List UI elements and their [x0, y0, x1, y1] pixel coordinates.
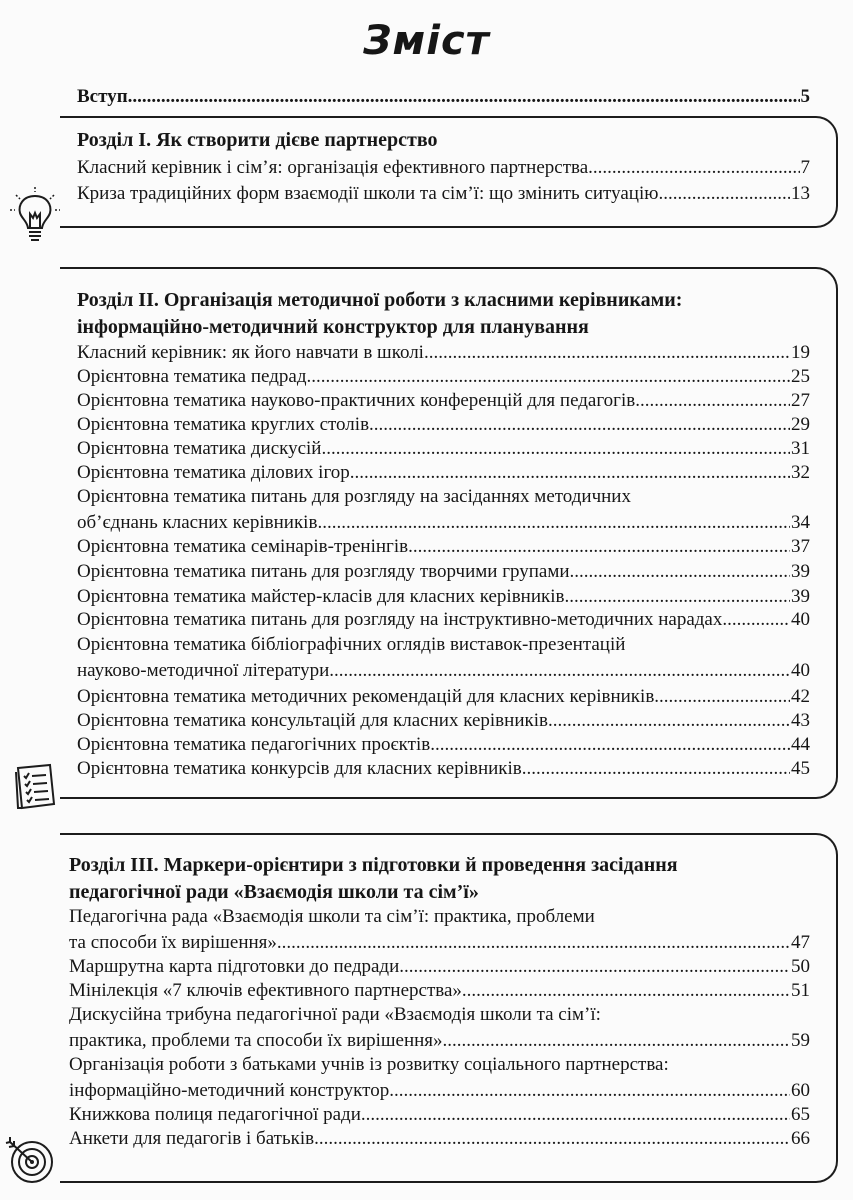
toc-entry[interactable]: Орієнтовна тематика дискусій ..... 31 — [77, 436, 810, 462]
toc-page-number: 60 — [791, 1080, 810, 1101]
toc-page-number: 66 — [791, 1128, 810, 1149]
toc-entry[interactable]: Дискусійна трибуна педагогічної ради «Взаємодія школи та сім’ї: практика, проблеми та способи їх вирішення» ..... 59 — [69, 1002, 810, 1054]
dot-leader — [408, 534, 790, 560]
toc-page-number: 40 — [791, 660, 810, 681]
toc-entry-label: Вступ — [77, 86, 128, 107]
toc-entry[interactable]: Анкети для педагогів і батьків ..... 66 — [69, 1126, 810, 1152]
dot-leader — [635, 388, 790, 414]
toc-entry[interactable]: Орієнтовна тематика майстер-класів для класних керівників ..... 39 — [77, 584, 810, 610]
toc-page-number: 47 — [791, 932, 810, 953]
dot-leader — [548, 708, 790, 734]
dot-leader — [389, 1078, 790, 1104]
toc-page-number: 42 — [791, 686, 810, 707]
toc-page-number: 32 — [791, 462, 810, 483]
dot-leader — [570, 559, 790, 585]
page-title: Зміст — [363, 18, 490, 64]
dot-leader — [588, 155, 799, 181]
dot-leader — [462, 978, 790, 1004]
toc-entry[interactable]: Книжкова полиця педагогічної ради ..... 65 — [69, 1102, 810, 1128]
dot-leader — [722, 607, 790, 633]
toc-page-number: 40 — [791, 609, 810, 630]
toc-page-number: 59 — [791, 1030, 810, 1051]
toc-entry[interactable]: Орієнтовна тематика методичних рекомендацій для класних керівників ..... 42 — [77, 684, 810, 710]
dot-leader — [399, 954, 790, 980]
toc-page-number: 27 — [791, 390, 810, 411]
dot-leader — [317, 510, 790, 536]
toc-entry-intro[interactable] — [77, 84, 810, 110]
toc-entry[interactable]: Класний керівник: як його навчати в школі ..... 19 — [77, 340, 810, 366]
dot-leader — [361, 1102, 790, 1128]
toc-entry[interactable]: Орієнтовна тематика питань для розгляду на засіданнях методичних об’єднань класних керівників ..... 34 — [77, 484, 810, 536]
toc-entry[interactable]: Орієнтовна тематика круглих столів ..... 29 — [77, 412, 810, 438]
toc-page-number: 13 — [791, 183, 810, 204]
toc-entry[interactable]: Орієнтовна тематика ділових ігор ..... 32 — [77, 460, 810, 486]
lightbulb-icon — [10, 186, 60, 248]
dot-leader — [658, 181, 790, 207]
toc-page-number: 51 — [791, 980, 810, 1001]
dot-leader — [314, 1126, 790, 1152]
toc-entry[interactable]: Орієнтовна тематика питань для розгляду творчими групами ..... 39 — [77, 559, 810, 585]
toc-page-number: 34 — [791, 512, 810, 533]
target-icon — [4, 1134, 56, 1186]
toc-entry[interactable]: Криза традиційних форм взаємодії школи та сім’ї: що змінить ситуацію ..... 13 — [77, 181, 810, 207]
toc-entry[interactable]: Орієнтовна тематика конкурсів для класних керівників ..... 45 — [77, 756, 810, 782]
toc-page-number: 19 — [791, 342, 810, 363]
dot-leader — [654, 684, 790, 710]
toc-entry[interactable]: Орієнтовна тематика педрад ..... 25 — [77, 364, 810, 390]
dot-leader — [443, 1028, 790, 1054]
toc-page-number: 65 — [791, 1104, 810, 1125]
dot-leader — [329, 658, 790, 684]
toc-page-number: 45 — [791, 758, 810, 779]
dot-leader — [350, 460, 790, 486]
toc-page-number: 31 — [791, 438, 810, 459]
toc-entry[interactable]: Маршрутна карта підготовки до педради ..... 50 — [69, 954, 810, 980]
toc-entry[interactable]: Мінілекція «7 ключів ефективного партнерства» ..... 51 — [69, 978, 810, 1004]
dot-leader — [277, 930, 790, 956]
section-1-heading: Розділ І. Як створити дієве партнерство — [77, 129, 438, 151]
toc-page-number: 29 — [791, 414, 810, 435]
checklist-icon — [12, 762, 58, 812]
toc-page-number: 7 — [800, 157, 810, 178]
dot-leader — [321, 436, 790, 462]
toc-page-number: 5 — [800, 86, 810, 107]
toc-page-number: 37 — [791, 536, 810, 557]
dot-leader — [424, 340, 790, 366]
toc-entry[interactable]: Орієнтовна тематика семінарів-тренінгів ..... 37 — [77, 534, 810, 560]
toc-entry[interactable]: Орієнтовна тематика бібліографічних оглядів виставок-презентацій науково-методичної літератури ..... 40 — [77, 632, 810, 684]
toc-page-number: 44 — [791, 734, 810, 755]
dot-leader — [369, 412, 790, 438]
toc-entry[interactable]: Педагогічна рада «Взаємодія школи та сім’ї: практика, проблеми та способи їх вирішення» ..... 47 — [69, 904, 810, 956]
dot-leader — [128, 84, 800, 110]
toc-entry[interactable]: Організація роботи з батьками учнів із розвитку соціального партнерства: інформаційно-методичний конструктор ..... 60 — [69, 1052, 810, 1104]
section-3-heading: Розділ ІІІ. Маркери-орієнтири з підготовки й проведення засідання педагогічної ради «Взаємодія школи та сім’ї» — [69, 854, 678, 903]
toc-entry[interactable]: Орієнтовна тематика питань для розгляду на інструктивно-методичних нарадах ..... 40 — [77, 607, 810, 633]
section-2-heading: Розділ ІІ. Організація методичної роботи з класними керівниками: інформаційно-методичний конструктор для планування — [77, 289, 683, 338]
toc-page-number: 50 — [791, 956, 810, 977]
toc-entry[interactable]: Орієнтовна тематика педагогічних проєктів ..... 44 — [77, 732, 810, 758]
toc-page-number: 25 — [791, 366, 810, 387]
dot-leader — [306, 364, 790, 390]
dot-leader — [430, 732, 790, 758]
dot-leader — [522, 756, 790, 782]
toc-entry[interactable]: Орієнтовна тематика консультацій для класних керівників ..... 43 — [77, 708, 810, 734]
toc-page-number: 39 — [791, 586, 810, 607]
toc-entry[interactable]: Орієнтовна тематика науково-практичних конференцій для педагогів ..... 27 — [77, 388, 810, 414]
toc-entry[interactable]: Класний керівник і сім’я: організація ефективного партнерства ..... 7 — [77, 155, 810, 181]
toc-page-number: 39 — [791, 561, 810, 582]
toc-page-number: 43 — [791, 710, 810, 731]
